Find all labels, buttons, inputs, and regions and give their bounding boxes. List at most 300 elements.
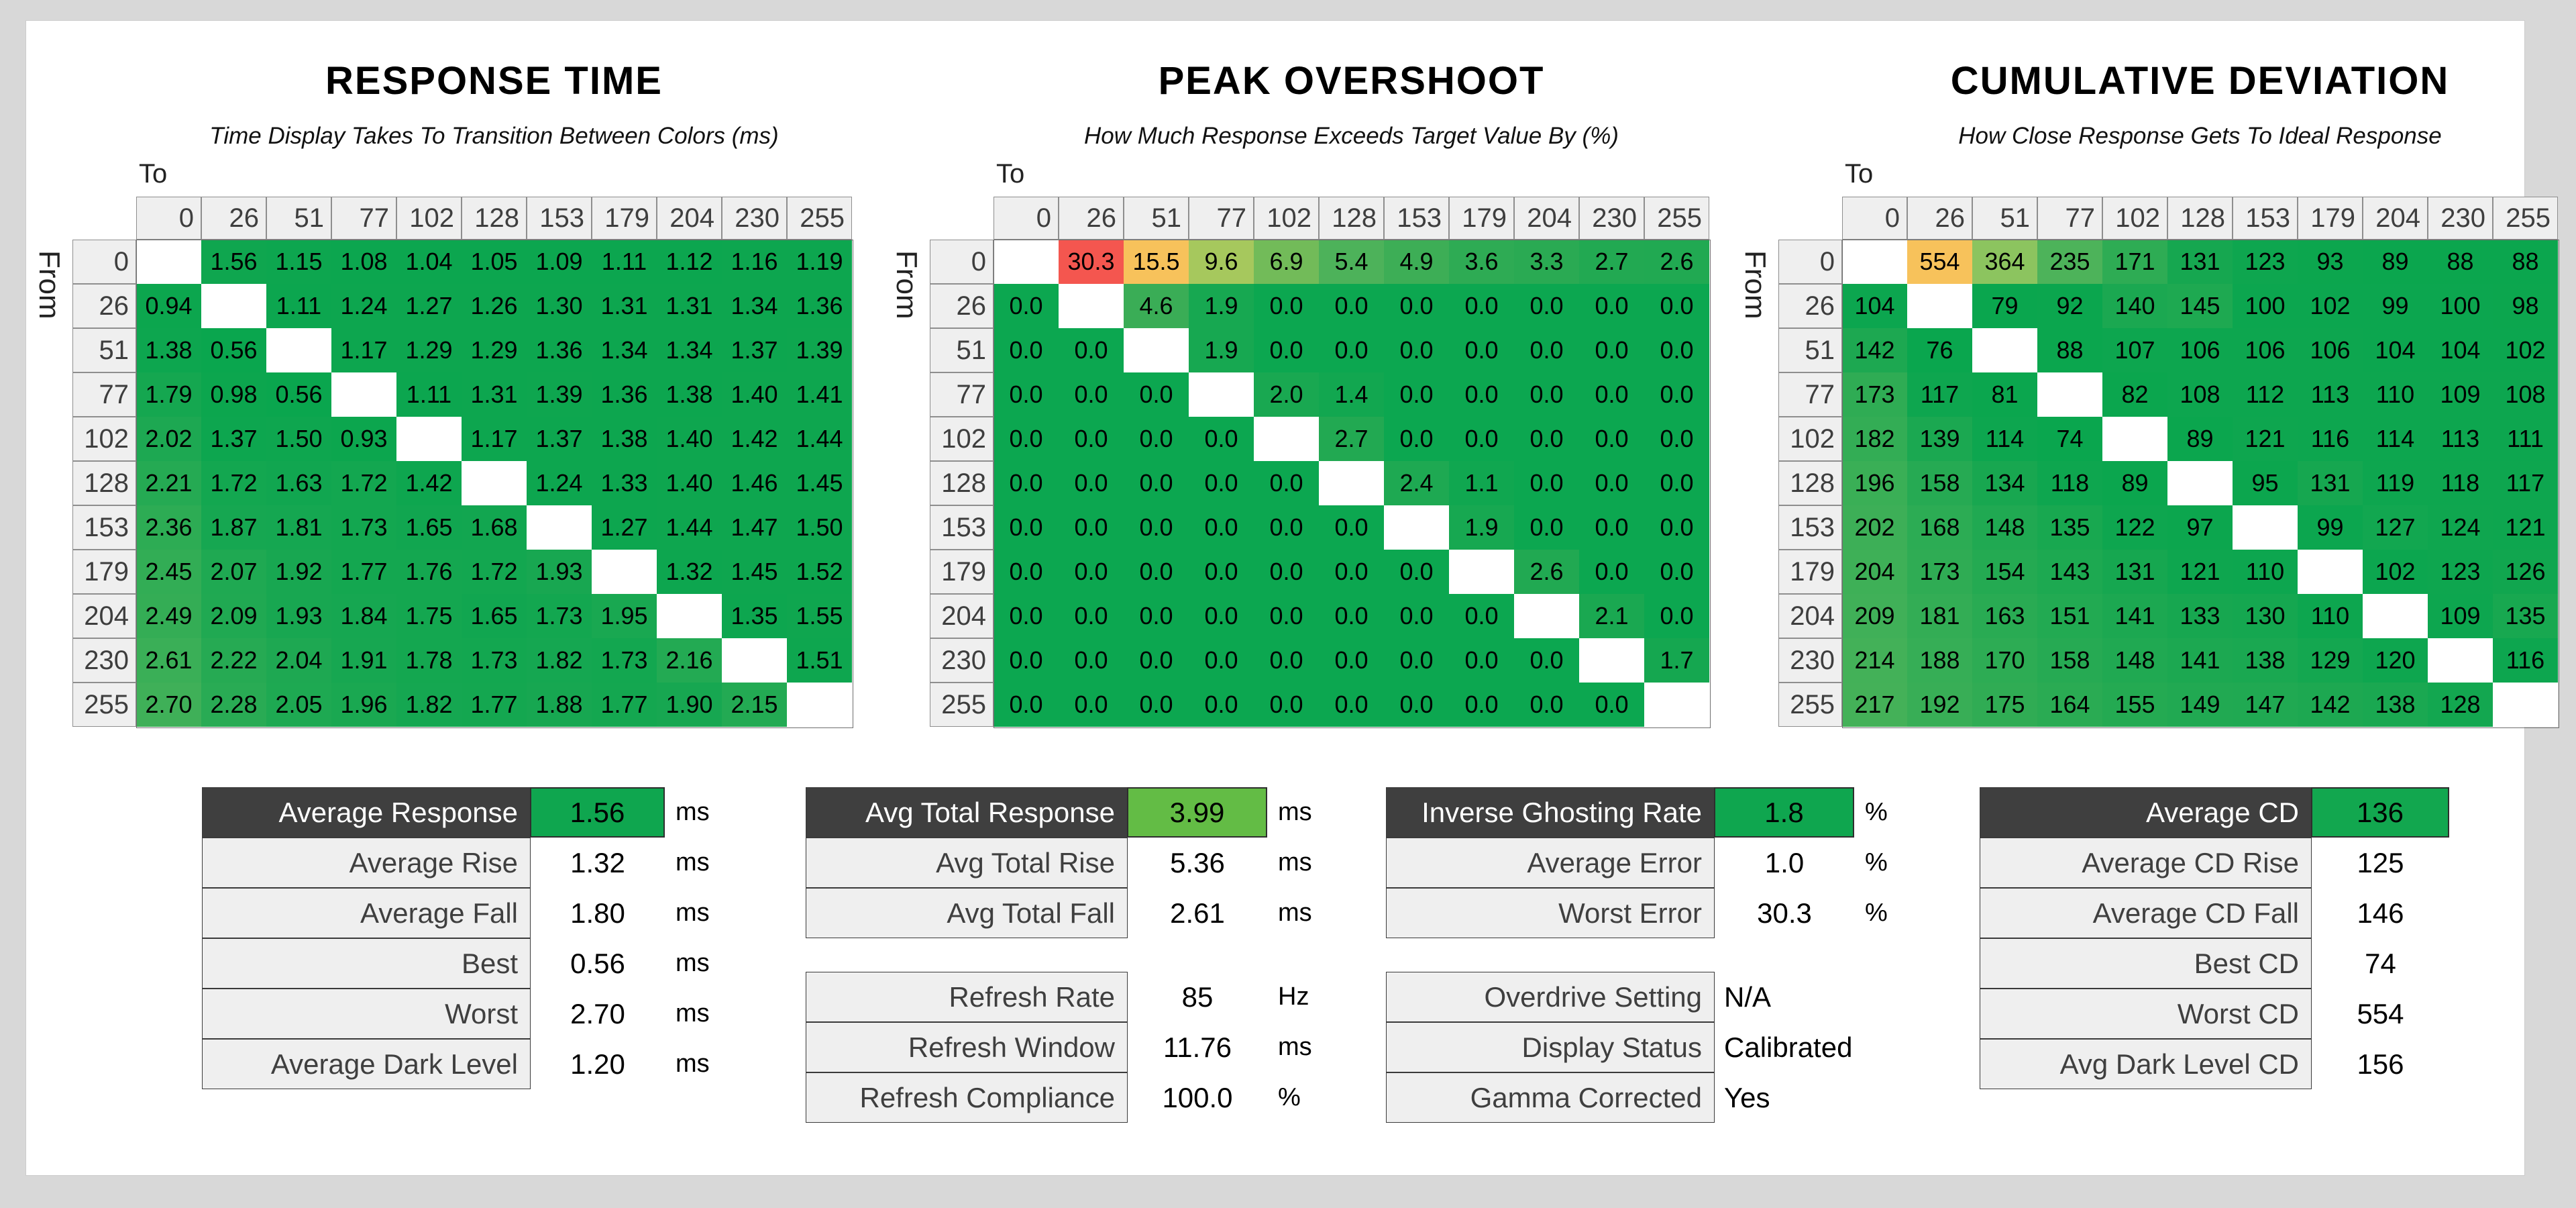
row-label-255: 255 xyxy=(930,683,994,727)
heatmap-cell-response-time-255-102: 1.82 xyxy=(396,683,462,727)
heatmap-cell-cumulative-deviation-179-77: 143 xyxy=(2037,550,2102,594)
peak-overshoot-section xyxy=(890,21,1709,766)
heatmap-cell-cumulative-deviation-179-102: 131 xyxy=(2102,550,2167,594)
heatmap-cell-cumulative-deviation-179-230: 123 xyxy=(2428,550,2493,594)
heatmap-cell-peak-overshoot-26-26 xyxy=(1059,284,1124,328)
heatmap-cell-cumulative-deviation-0-255: 88 xyxy=(2493,240,2558,284)
heatmap-cell-peak-overshoot-77-230: 0.0 xyxy=(1579,372,1644,417)
heatmap-cell-cumulative-deviation-255-26: 192 xyxy=(1907,683,1972,727)
col-header-153: 153 xyxy=(1384,197,1449,240)
heatmap-cell-peak-overshoot-255-179: 0.0 xyxy=(1449,683,1514,727)
col-header-230: 230 xyxy=(722,197,787,240)
heatmap-cell-cumulative-deviation-255-204: 138 xyxy=(2363,683,2428,727)
heatmap-cell-cumulative-deviation-0-51: 364 xyxy=(1972,240,2037,284)
heatmap-cell-response-time-0-26: 1.56 xyxy=(201,240,266,284)
summary-label: Average Response xyxy=(202,787,531,838)
heatmap-cell-cumulative-deviation-230-230 xyxy=(2428,638,2493,683)
heatmap-cell-cumulative-deviation-102-51: 114 xyxy=(1972,417,2037,461)
heatmap-cell-cumulative-deviation-77-204: 110 xyxy=(2363,372,2428,417)
heatmap-cell-response-time-51-77: 1.17 xyxy=(331,328,396,372)
heatmap-cell-peak-overshoot-255-0: 0.0 xyxy=(994,683,1059,727)
heatmap-cell-response-time-102-77: 0.93 xyxy=(331,417,396,461)
heatmap-cell-response-time-179-153: 1.93 xyxy=(527,550,592,594)
heatmap-cell-response-time-77-255: 1.41 xyxy=(787,372,852,417)
summary-label: Average CD Fall xyxy=(1980,888,2312,938)
heatmap-cell-cumulative-deviation-153-26: 168 xyxy=(1907,505,1972,550)
heatmap-cell-cumulative-deviation-51-153: 106 xyxy=(2233,328,2298,372)
row-label-0: 0 xyxy=(930,240,994,284)
heatmap-cell-peak-overshoot-102-26: 0.0 xyxy=(1059,417,1124,461)
summary-label: Average Fall xyxy=(202,888,531,938)
heatmap-cell-cumulative-deviation-255-230: 128 xyxy=(2428,683,2493,727)
heatmap-cell-cumulative-deviation-179-0: 204 xyxy=(1842,550,1907,594)
row-label-153: 153 xyxy=(1778,505,1842,550)
heatmap-cell-peak-overshoot-0-255: 2.6 xyxy=(1644,240,1709,284)
summary-unit: Hz xyxy=(1278,983,1309,1011)
heatmap-cell-cumulative-deviation-204-153: 130 xyxy=(2233,594,2298,638)
row-label-204: 204 xyxy=(72,594,136,638)
heatmap-cell-peak-overshoot-51-102: 0.0 xyxy=(1254,328,1319,372)
heatmap-cell-cumulative-deviation-77-179: 113 xyxy=(2298,372,2363,417)
total-response-refresh-summary xyxy=(806,787,1361,1123)
results-panel xyxy=(25,20,2551,1176)
heatmap-cell-peak-overshoot-255-153: 0.0 xyxy=(1384,683,1449,727)
heatmap-cell-response-time-255-230: 2.15 xyxy=(722,683,787,727)
row-label-77: 77 xyxy=(1778,372,1842,417)
heatmap-cell-cumulative-deviation-204-26: 181 xyxy=(1907,594,1972,638)
heatmap-cell-cumulative-deviation-204-230: 109 xyxy=(2428,594,2493,638)
heatmap-cell-cumulative-deviation-204-77: 151 xyxy=(2037,594,2102,638)
heatmap-cell-cumulative-deviation-128-51: 134 xyxy=(1972,461,2037,505)
col-header-204: 204 xyxy=(2363,197,2428,240)
col-header-102: 102 xyxy=(1254,197,1319,240)
summary-value: 1.8 xyxy=(1714,787,1854,838)
row-label-230: 230 xyxy=(1778,638,1842,683)
col-header-204: 204 xyxy=(1514,197,1579,240)
heatmap-cell-peak-overshoot-255-26: 0.0 xyxy=(1059,683,1124,727)
from-axis-label: From xyxy=(890,250,923,319)
summary-value: 136 xyxy=(2311,787,2449,838)
heatmap-cell-peak-overshoot-51-0: 0.0 xyxy=(994,328,1059,372)
col-header-128: 128 xyxy=(462,197,527,240)
heatmap-cell-cumulative-deviation-51-102: 107 xyxy=(2102,328,2167,372)
heatmap-cell-peak-overshoot-255-51: 0.0 xyxy=(1124,683,1189,727)
summary-value: 125 xyxy=(2357,846,2404,878)
col-header-51: 51 xyxy=(1124,197,1189,240)
response-time-section xyxy=(33,21,852,766)
heatmap-cell-cumulative-deviation-153-230: 124 xyxy=(2428,505,2493,550)
summary-value: 3.99 xyxy=(1127,787,1267,838)
heatmap-cell-response-time-102-255: 1.44 xyxy=(787,417,852,461)
heatmap-cell-response-time-128-153: 1.24 xyxy=(527,461,592,505)
heatmap-cell-response-time-26-51: 1.11 xyxy=(266,284,331,328)
heatmap-cell-cumulative-deviation-51-77: 88 xyxy=(2037,328,2102,372)
heatmap-cell-cumulative-deviation-128-230: 118 xyxy=(2428,461,2493,505)
heatmap-cell-response-time-51-0: 1.38 xyxy=(136,328,201,372)
row-label-26: 26 xyxy=(1778,284,1842,328)
heatmap-cell-peak-overshoot-77-0: 0.0 xyxy=(994,372,1059,417)
summary-value: N/A xyxy=(1724,980,1772,1013)
heatmap-cell-cumulative-deviation-0-26: 554 xyxy=(1907,240,1972,284)
heatmap-cell-response-time-0-77: 1.08 xyxy=(331,240,396,284)
heatmap-cell-peak-overshoot-26-153: 0.0 xyxy=(1384,284,1449,328)
summary-unit: ms xyxy=(676,999,710,1027)
summary-value: 100.0 xyxy=(1162,1081,1233,1113)
heatmap-cell-peak-overshoot-0-230: 2.7 xyxy=(1579,240,1644,284)
heatmap-cell-peak-overshoot-128-26: 0.0 xyxy=(1059,461,1124,505)
heatmap-cell-cumulative-deviation-255-153: 147 xyxy=(2233,683,2298,727)
heatmap-cell-cumulative-deviation-128-204: 119 xyxy=(2363,461,2428,505)
heatmap-cell-peak-overshoot-230-255: 1.7 xyxy=(1644,638,1709,683)
heatmap-cell-response-time-153-128: 1.68 xyxy=(462,505,527,550)
from-axis-label: From xyxy=(33,250,66,319)
summary-unit: ms xyxy=(1278,899,1312,927)
heatmap-cell-peak-overshoot-128-128 xyxy=(1319,461,1384,505)
heatmap-cell-peak-overshoot-204-204 xyxy=(1514,594,1579,638)
summary-label: Refresh Rate xyxy=(806,972,1128,1022)
heatmap-cell-response-time-26-128: 1.26 xyxy=(462,284,527,328)
heatmap-cell-cumulative-deviation-179-153: 110 xyxy=(2233,550,2298,594)
heatmap-cell-response-time-102-0: 2.02 xyxy=(136,417,201,461)
summary-table-response-summary-0 xyxy=(202,787,759,1089)
heatmap-cell-response-time-77-153: 1.39 xyxy=(527,372,592,417)
heatmap-cell-peak-overshoot-77-255: 0.0 xyxy=(1644,372,1709,417)
summary-unit: ms xyxy=(1278,798,1312,826)
heatmap-cell-cumulative-deviation-128-102: 89 xyxy=(2102,461,2167,505)
heatmap-cell-cumulative-deviation-77-153: 112 xyxy=(2233,372,2298,417)
heatmap-cell-cumulative-deviation-102-77: 74 xyxy=(2037,417,2102,461)
heatmap-cell-cumulative-deviation-26-179: 102 xyxy=(2298,284,2363,328)
col-header-204: 204 xyxy=(657,197,722,240)
heatmap-cell-cumulative-deviation-77-128: 108 xyxy=(2167,372,2233,417)
summary-value: Calibrated xyxy=(1724,1031,1853,1063)
heatmap-cell-response-time-153-179: 1.27 xyxy=(592,505,657,550)
heatmap-cell-cumulative-deviation-255-51: 175 xyxy=(1972,683,2037,727)
heatmap-cell-cumulative-deviation-51-230: 104 xyxy=(2428,328,2493,372)
summary-label: Avg Total Response xyxy=(806,787,1128,838)
col-header-255: 255 xyxy=(1644,197,1709,240)
heatmap-cell-response-time-128-51: 1.63 xyxy=(266,461,331,505)
summary-unit xyxy=(2449,838,2543,888)
heatmap-cell-cumulative-deviation-230-255: 116 xyxy=(2493,638,2558,683)
heatmap-cell-response-time-26-102: 1.27 xyxy=(396,284,462,328)
heatmap-cell-response-time-51-26: 0.56 xyxy=(201,328,266,372)
summary-unit xyxy=(1854,1022,1948,1072)
col-header-153: 153 xyxy=(2233,197,2298,240)
heatmap-cell-cumulative-deviation-51-26: 76 xyxy=(1907,328,1972,372)
heatmap-cell-peak-overshoot-51-255: 0.0 xyxy=(1644,328,1709,372)
summary-label: Best xyxy=(202,938,531,989)
response-summary-table xyxy=(202,787,759,1089)
heatmap-cell-cumulative-deviation-0-153: 123 xyxy=(2233,240,2298,284)
row-label-179: 179 xyxy=(930,550,994,594)
heatmap-cell-cumulative-deviation-255-179: 142 xyxy=(2298,683,2363,727)
heatmap-cell-peak-overshoot-255-102: 0.0 xyxy=(1254,683,1319,727)
heatmap-cell-peak-overshoot-77-51: 0.0 xyxy=(1124,372,1189,417)
summary-value: 146 xyxy=(2357,897,2404,929)
heatmap-cell-peak-overshoot-0-153: 4.9 xyxy=(1384,240,1449,284)
row-label-153: 153 xyxy=(930,505,994,550)
heatmap-cell-peak-overshoot-128-153: 2.4 xyxy=(1384,461,1449,505)
heatmap-cell-response-time-204-230: 1.35 xyxy=(722,594,787,638)
heatmap-cell-peak-overshoot-102-102 xyxy=(1254,417,1319,461)
heatmap-cell-peak-overshoot-204-153: 0.0 xyxy=(1384,594,1449,638)
summary-label: Inverse Ghosting Rate xyxy=(1386,787,1715,838)
heatmap-cell-response-time-204-51: 1.93 xyxy=(266,594,331,638)
response-time-heatmap xyxy=(72,197,852,727)
heatmap-cell-response-time-153-255: 1.50 xyxy=(787,505,852,550)
heatmap-cell-cumulative-deviation-26-102: 140 xyxy=(2102,284,2167,328)
cumulative-deviation-heatmap xyxy=(1778,197,2558,727)
heatmap-cell-peak-overshoot-230-179: 0.0 xyxy=(1449,638,1514,683)
heatmap-cell-cumulative-deviation-179-51: 154 xyxy=(1972,550,2037,594)
col-header-51: 51 xyxy=(266,197,331,240)
heatmap-cell-response-time-255-204: 1.90 xyxy=(657,683,722,727)
heatmap-cell-response-time-77-77 xyxy=(331,372,396,417)
summary-value: 0.56 xyxy=(570,947,625,979)
heatmap-cell-peak-overshoot-204-51: 0.0 xyxy=(1124,594,1189,638)
heatmap-cell-response-time-51-179: 1.34 xyxy=(592,328,657,372)
row-label-51: 51 xyxy=(72,328,136,372)
heatmap-cell-peak-overshoot-179-204: 2.6 xyxy=(1514,550,1579,594)
heatmap-cell-response-time-51-255: 1.39 xyxy=(787,328,852,372)
to-axis-label: To xyxy=(1845,159,1874,189)
heatmap-cell-cumulative-deviation-204-0: 209 xyxy=(1842,594,1907,638)
heatmap-cell-cumulative-deviation-153-153 xyxy=(2233,505,2298,550)
heatmap-cell-cumulative-deviation-26-26 xyxy=(1907,284,1972,328)
peak-overshoot-subtitle: How Much Response Exceeds Target Value By (%) xyxy=(1084,123,1619,149)
heatmap-cell-cumulative-deviation-26-51: 79 xyxy=(1972,284,2037,328)
heatmap-cell-response-time-128-0: 2.21 xyxy=(136,461,201,505)
heatmap-cell-response-time-179-0: 2.45 xyxy=(136,550,201,594)
heatmap-cell-peak-overshoot-77-102: 2.0 xyxy=(1254,372,1319,417)
heatmap-cell-cumulative-deviation-153-51: 148 xyxy=(1972,505,2037,550)
heatmap-cell-peak-overshoot-102-77: 0.0 xyxy=(1189,417,1254,461)
heatmap-cell-peak-overshoot-77-153: 0.0 xyxy=(1384,372,1449,417)
row-label-102: 102 xyxy=(930,417,994,461)
heatmap-cell-cumulative-deviation-230-26: 188 xyxy=(1907,638,1972,683)
heatmap-cell-cumulative-deviation-230-102: 148 xyxy=(2102,638,2167,683)
heatmap-cell-peak-overshoot-26-230: 0.0 xyxy=(1579,284,1644,328)
overshoot-error-summary xyxy=(1386,787,1948,1123)
heatmap-cell-peak-overshoot-51-204: 0.0 xyxy=(1514,328,1579,372)
heatmap-cell-response-time-128-128 xyxy=(462,461,527,505)
row-label-26: 26 xyxy=(930,284,994,328)
heatmap-cell-response-time-77-230: 1.40 xyxy=(722,372,787,417)
grid-corner xyxy=(72,197,136,240)
heatmap-cell-response-time-153-230: 1.47 xyxy=(722,505,787,550)
summary-unit: ms xyxy=(676,848,710,876)
heatmap-cell-peak-overshoot-153-255: 0.0 xyxy=(1644,505,1709,550)
heatmap-cell-peak-overshoot-102-179: 0.0 xyxy=(1449,417,1514,461)
heatmap-cell-peak-overshoot-128-0: 0.0 xyxy=(994,461,1059,505)
summary-unit: ms xyxy=(1278,848,1312,876)
summary-value: 554 xyxy=(2357,997,2404,1029)
summary-label: Gamma Corrected xyxy=(1386,1072,1715,1123)
heatmap-cell-cumulative-deviation-26-77: 92 xyxy=(2037,284,2102,328)
heatmap-cell-response-time-26-204: 1.31 xyxy=(657,284,722,328)
peak-overshoot-title: PEAK OVERSHOOT xyxy=(1158,59,1545,103)
heatmap-cell-response-time-0-128: 1.05 xyxy=(462,240,527,284)
heatmap-cell-peak-overshoot-179-179 xyxy=(1449,550,1514,594)
heatmap-cell-response-time-128-26: 1.72 xyxy=(201,461,266,505)
heatmap-cell-peak-overshoot-26-179: 0.0 xyxy=(1449,284,1514,328)
heatmap-cell-cumulative-deviation-230-77: 158 xyxy=(2037,638,2102,683)
summary-value: 1.0 xyxy=(1764,846,1805,878)
heatmap-cell-response-time-255-26: 2.28 xyxy=(201,683,266,727)
summary-value: 1.80 xyxy=(570,897,625,929)
heatmap-cell-response-time-179-51: 1.92 xyxy=(266,550,331,594)
row-label-128: 128 xyxy=(72,461,136,505)
summary-unit: ms xyxy=(676,798,710,826)
heatmap-cell-cumulative-deviation-51-128: 106 xyxy=(2167,328,2233,372)
heatmap-cell-response-time-255-77: 1.96 xyxy=(331,683,396,727)
heatmap-cell-cumulative-deviation-128-255: 117 xyxy=(2493,461,2558,505)
row-label-77: 77 xyxy=(72,372,136,417)
heatmap-cell-peak-overshoot-26-51: 4.6 xyxy=(1124,284,1189,328)
col-header-102: 102 xyxy=(396,197,462,240)
heatmap-cell-cumulative-deviation-179-128: 121 xyxy=(2167,550,2233,594)
summary-label: Worst xyxy=(202,989,531,1039)
heatmap-cell-peak-overshoot-77-77 xyxy=(1189,372,1254,417)
row-label-77: 77 xyxy=(930,372,994,417)
heatmap-cell-cumulative-deviation-255-77: 164 xyxy=(2037,683,2102,727)
heatmap-cell-cumulative-deviation-153-255: 121 xyxy=(2493,505,2558,550)
heatmap-cell-peak-overshoot-102-0: 0.0 xyxy=(994,417,1059,461)
heatmap-cell-peak-overshoot-179-0: 0.0 xyxy=(994,550,1059,594)
summary-value: 1.32 xyxy=(570,846,625,878)
heatmap-cell-response-time-255-255 xyxy=(787,683,852,727)
heatmap-cell-peak-overshoot-0-179: 3.6 xyxy=(1449,240,1514,284)
heatmap-cell-cumulative-deviation-77-0: 173 xyxy=(1842,372,1907,417)
summary-label: Refresh Window xyxy=(806,1022,1128,1072)
heatmap-cell-response-time-179-102: 1.76 xyxy=(396,550,462,594)
summary-unit xyxy=(2449,989,2543,1039)
summary-label: Display Status xyxy=(1386,1022,1715,1072)
heatmap-cell-peak-overshoot-26-128: 0.0 xyxy=(1319,284,1384,328)
heatmap-cell-peak-overshoot-128-230: 0.0 xyxy=(1579,461,1644,505)
heatmap-cell-peak-overshoot-204-26: 0.0 xyxy=(1059,594,1124,638)
heatmap-cell-cumulative-deviation-128-128 xyxy=(2167,461,2233,505)
heatmap-cell-peak-overshoot-0-77: 9.6 xyxy=(1189,240,1254,284)
heatmap-cell-cumulative-deviation-0-0 xyxy=(1842,240,1907,284)
heatmap-cell-peak-overshoot-153-102: 0.0 xyxy=(1254,505,1319,550)
cd-summary-table xyxy=(1980,787,2543,1089)
heatmap-cell-response-time-0-179: 1.11 xyxy=(592,240,657,284)
summary-label: Overdrive Setting xyxy=(1386,972,1715,1022)
heatmap-cell-cumulative-deviation-179-255: 126 xyxy=(2493,550,2558,594)
col-header-0: 0 xyxy=(1842,197,1907,240)
heatmap-cell-cumulative-deviation-230-204: 120 xyxy=(2363,638,2428,683)
heatmap-cell-peak-overshoot-51-179: 0.0 xyxy=(1449,328,1514,372)
cumulative-deviation-section xyxy=(1739,21,2558,766)
heatmap-cell-response-time-51-204: 1.34 xyxy=(657,328,722,372)
heatmap-cell-cumulative-deviation-179-26: 173 xyxy=(1907,550,1972,594)
heatmap-cell-response-time-26-26 xyxy=(201,284,266,328)
col-header-0: 0 xyxy=(994,197,1059,240)
heatmap-cell-cumulative-deviation-153-77: 135 xyxy=(2037,505,2102,550)
heatmap-cell-response-time-0-0 xyxy=(136,240,201,284)
col-header-26: 26 xyxy=(1059,197,1124,240)
heatmap-cell-response-time-255-128: 1.77 xyxy=(462,683,527,727)
heatmap-cell-peak-overshoot-230-230 xyxy=(1579,638,1644,683)
heatmap-cell-response-time-128-102: 1.42 xyxy=(396,461,462,505)
heatmap-cell-peak-overshoot-26-0: 0.0 xyxy=(994,284,1059,328)
heatmap-cell-response-time-179-128: 1.72 xyxy=(462,550,527,594)
summary-unit xyxy=(1854,1072,1948,1123)
col-header-230: 230 xyxy=(1579,197,1644,240)
summary-value: 2.70 xyxy=(570,997,625,1029)
heatmap-cell-peak-overshoot-102-204: 0.0 xyxy=(1514,417,1579,461)
heatmap-cell-response-time-255-179: 1.77 xyxy=(592,683,657,727)
heatmap-cell-response-time-26-153: 1.30 xyxy=(527,284,592,328)
heatmap-cell-peak-overshoot-102-128: 2.7 xyxy=(1319,417,1384,461)
row-label-51: 51 xyxy=(1778,328,1842,372)
heatmap-cell-peak-overshoot-230-102: 0.0 xyxy=(1254,638,1319,683)
heatmap-cell-peak-overshoot-51-128: 0.0 xyxy=(1319,328,1384,372)
heatmap-cell-response-time-102-204: 1.40 xyxy=(657,417,722,461)
heatmap-cell-response-time-153-51: 1.81 xyxy=(266,505,331,550)
row-label-204: 204 xyxy=(1778,594,1842,638)
to-axis-label: To xyxy=(139,159,168,189)
summary-unit xyxy=(2449,888,2543,938)
heatmap-cell-peak-overshoot-179-51: 0.0 xyxy=(1124,550,1189,594)
summary-table-overshoot-error-and-display-status-0 xyxy=(1386,787,1948,938)
heatmap-cell-response-time-77-128: 1.31 xyxy=(462,372,527,417)
heatmap-cell-peak-overshoot-255-255 xyxy=(1644,683,1709,727)
summary-label: Best CD xyxy=(1980,938,2312,989)
heatmap-cell-cumulative-deviation-102-0: 182 xyxy=(1842,417,1907,461)
summary-label: Avg Dark Level CD xyxy=(1980,1039,2312,1089)
heatmap-cell-cumulative-deviation-255-128: 149 xyxy=(2167,683,2233,727)
heatmap-cell-response-time-77-204: 1.38 xyxy=(657,372,722,417)
heatmap-cell-peak-overshoot-230-153: 0.0 xyxy=(1384,638,1449,683)
heatmap-cell-peak-overshoot-77-128: 1.4 xyxy=(1319,372,1384,417)
heatmap-cell-response-time-179-77: 1.77 xyxy=(331,550,396,594)
heatmap-cell-cumulative-deviation-0-204: 89 xyxy=(2363,240,2428,284)
heatmap-cell-cumulative-deviation-0-179: 93 xyxy=(2298,240,2363,284)
row-label-128: 128 xyxy=(930,461,994,505)
heatmap-cell-response-time-102-230: 1.42 xyxy=(722,417,787,461)
heatmap-cell-peak-overshoot-26-255: 0.0 xyxy=(1644,284,1709,328)
heatmap-cell-response-time-230-128: 1.73 xyxy=(462,638,527,683)
heatmap-cell-peak-overshoot-255-230: 0.0 xyxy=(1579,683,1644,727)
summary-table-total-response-and-refresh-1 xyxy=(806,972,1361,1123)
heatmap-cell-response-time-179-204: 1.32 xyxy=(657,550,722,594)
heatmap-cell-response-time-102-51: 1.50 xyxy=(266,417,331,461)
summary-label: Average Error xyxy=(1386,838,1715,888)
heatmap-cell-response-time-230-102: 1.78 xyxy=(396,638,462,683)
heatmap-cell-cumulative-deviation-102-255: 111 xyxy=(2493,417,2558,461)
heatmap-cell-peak-overshoot-128-77: 0.0 xyxy=(1189,461,1254,505)
col-header-179: 179 xyxy=(592,197,657,240)
summary-unit: % xyxy=(1278,1083,1301,1111)
heatmap-cell-peak-overshoot-0-51: 15.5 xyxy=(1124,240,1189,284)
heatmap-cell-response-time-0-255: 1.19 xyxy=(787,240,852,284)
heatmap-cell-peak-overshoot-204-255: 0.0 xyxy=(1644,594,1709,638)
heatmap-cell-response-time-77-0: 1.79 xyxy=(136,372,201,417)
heatmap-cell-response-time-255-0: 2.70 xyxy=(136,683,201,727)
heatmap-cell-peak-overshoot-179-102: 0.0 xyxy=(1254,550,1319,594)
heatmap-cell-peak-overshoot-204-128: 0.0 xyxy=(1319,594,1384,638)
row-label-102: 102 xyxy=(72,417,136,461)
heatmap-cell-peak-overshoot-153-179: 1.9 xyxy=(1449,505,1514,550)
heatmap-cell-peak-overshoot-230-77: 0.0 xyxy=(1189,638,1254,683)
summary-unit: % xyxy=(1865,798,1888,826)
summary-label: Avg Total Rise xyxy=(806,838,1128,888)
heatmap-cell-cumulative-deviation-179-179 xyxy=(2298,550,2363,594)
heatmap-cell-peak-overshoot-204-179: 0.0 xyxy=(1449,594,1514,638)
